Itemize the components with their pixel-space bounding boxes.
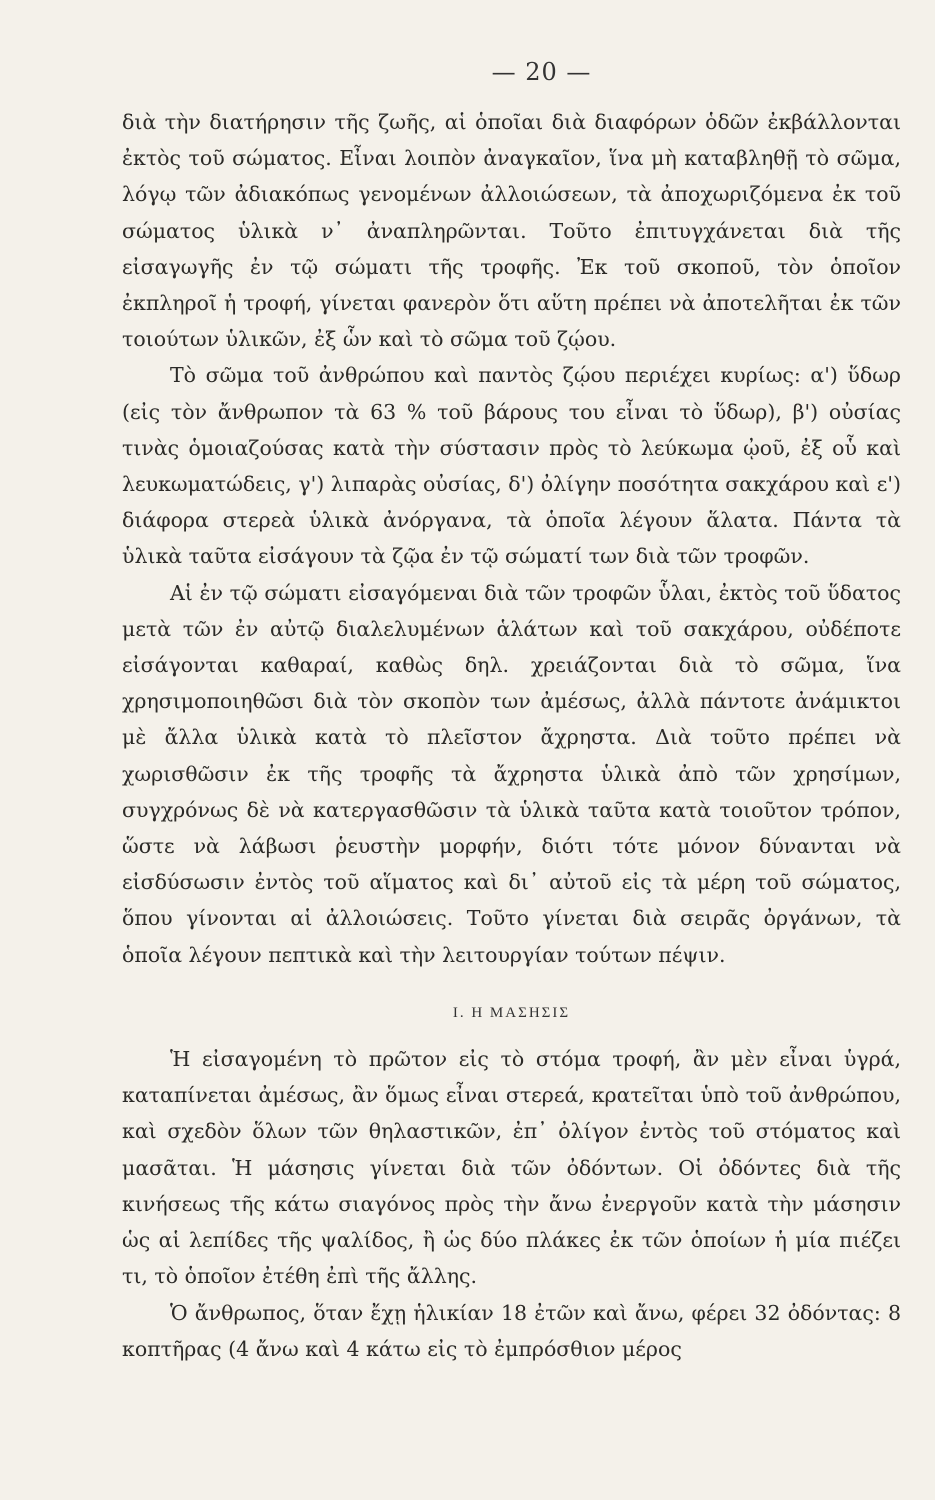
body-text	[122, 104, 901, 1367]
paragraph-1: διὰ τὴν διατήρησιν τῆς ζωῆς, αἱ ὁποῖαι διὰ διαφόρων ὁδῶν ἐκβάλλονται ἐκτὸς τοῦ σώματος. Εἶναι λοιπὸν ἀναγκαῖον, ἵνα μὴ καταβληθῇ τὸ σῶμα, λόγῳ τῶν ἀδιακόπως γενομένων ἀλλοιώσεων, τὰ ἀποχωριζόμενα ἐκ τοῦ σώματος ὑλικὰ ν᾿ ἀναπληρῶνται. Τοῦτο ἐπιτυγχάνεται διὰ τῆς εἰσαγωγῆς ἐν τῷ σώματι τῆς τροφῆς. Ἐκ τοῦ σκοποῦ, τὸν ὁποῖον ἐκπληροῖ ἡ τροφή, γίνεται φανερὸν ὅτι αὕτη πρέπει νὰ ἀποτελῆται ἐκ τῶν τοιούτων ὑλικῶν, ἐξ ὧν καὶ τὸ σῶμα τοῦ ζῴου.	[122, 110, 901, 352]
section-heading: Ι. Η ΜΑΣΗΣΙΣ	[452, 1004, 571, 1021]
paragraph-5: Ὁ ἄνθρωπος, ὅταν ἔχῃ ἡλικίαν 18 ἐτῶν καὶ ἄνω, φέρει 32 ὀδόντας: 8 κοπτῆρας (4 ἄνω καὶ 4 κάτω εἰς τὸ ἐμπρόσθιον μέρος	[122, 1300, 901, 1361]
paragraph-4: Ἡ εἰσαγομένη τὸ πρῶτον εἰς τὸ στόμα τροφή, ἂν μὲν εἶναι ὑγρά, καταπίνεται ἀμέσως, ἂν ὅμως εἶναι στερεά, κρατεῖται ὑπὸ τοῦ ἀνθρώπου, καὶ σχεδὸν ὅλων τῶν θηλαστικῶν, ἐπ᾿ ὀλίγον ἐντὸς τοῦ στόματος καὶ μασᾶται. Ἡ μάσησις γίνεται διὰ τῶν ὀδόντων. Οἱ ὀδόντες διὰ τῆς κινήσεως τῆς κάτω σιαγόνος πρὸς τὴν ἄνω ἐνεργοῦν κατὰ τὴν μάσησιν ὡς αἱ λεπίδες τῆς ψαλίδος, ἢ ὡς δύο πλάκες ἐκ τῶν ὁποίων ἡ μία πιέζει τι, τὸ ὁποῖον ἐτέθη ἐπὶ τῆς ἄλλης.	[122, 1047, 901, 1289]
page-number: — 20 —	[491, 58, 592, 86]
paragraph-3: Αἱ ἐν τῷ σώματι εἰσαγόμεναι διὰ τῶν τροφῶν ὗλαι, ἐκτὸς τοῦ ὕδατος μετὰ τῶν ἐν αὐτῷ διαλελυμένων ἁλάτων καὶ τοῦ σακχάρου, οὐδέποτε εἰσάγονται καθαραί, καθὼς δηλ. χρειάζονται διὰ τὸ σῶμα, ἵνα χρησιμοποιηθῶσι διὰ τὸν σκοπὸν των ἀμέσως, ἀλλὰ πάντοτε ἀνάμικτοι μὲ ἄλλα ὑλικὰ κατὰ τὸ πλεῖστον ἄχρηστα. Διὰ τοῦτο πρέπει νὰ χωρισθῶσιν ἐκ τῆς τροφῆς τὰ ἄχρηστα ὑλικὰ ἀπὸ τῶν χρησίμων, συγχρόνως δὲ νὰ κατεργασθῶσιν τὰ ὑλικὰ ταῦτα κατὰ τοιοῦτον τρόπον, ὥστε νὰ λάβωσι ῥευστὴν μορφήν, διότι τότε μόνον δύνανται νὰ εἰσδύσωσιν ἐντὸς τοῦ αἵματος καὶ δι᾿ αὐτοῦ εἰς τὰ μέρη τοῦ σώματος, ὅπου γίνονται αἱ ἀλλοιώσεις. Τοῦτο γίνεται διὰ σειρᾶς ὀργάνων, τὰ ὁποῖα λέγουν πεπτικὰ καὶ τὴν λειτουργίαν τούτων πέψιν.	[122, 580, 901, 967]
paragraph-2: Τὸ σῶμα τοῦ ἀνθρώπου καὶ παντὸς ζῴου περιέχει κυρίως: α') ὕδωρ (εἰς τὸν ἄνθρωπον τὰ 63 % τοῦ βάρους του εἶναι τὸ ὕδωρ), β') οὐσίας τινὰς ὁμοιαζούσας κατὰ τὴν σύστασιν πρὸς τὸ λεύκωμα ᾠοῦ, ἐξ οὗ καὶ λευκωματώδεις, γ') λιπαρὰς οὐσίας, δ') ὀλίγην ποσότητα σακχάρου καὶ ε') διάφορα στερεὰ ὑλικὰ ἀνόργανα, τὰ ὁποῖα λέγουν ἅλατα. Πάντα τὰ ὑλικὰ ταῦτα εἰσάγουν τὰ ζῷα ἐν τῷ σώματί των διὰ τῶν τροφῶν.	[122, 363, 901, 569]
